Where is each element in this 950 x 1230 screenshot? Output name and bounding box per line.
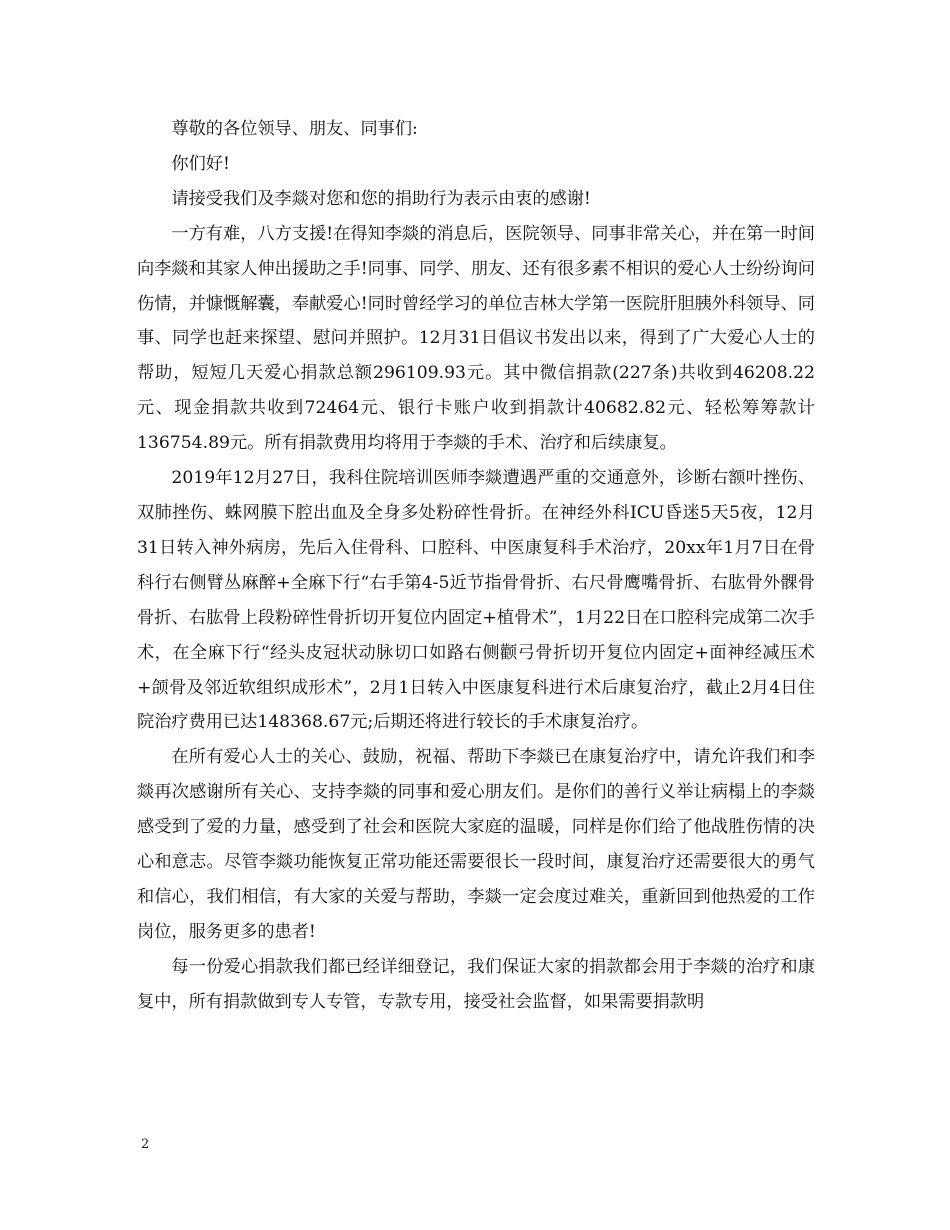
registration-paragraph: 每一份爱心捐款我们都已经详细登记，我们保证大家的捐款都会用于李燚的治疗和康复中，所有捐款做到专人专管，专款专用，接受社会监督，如果需要捐款明 [137, 956, 815, 1012]
page-number: 2 [141, 1137, 150, 1152]
greeting: 你们好! [171, 153, 230, 174]
document-body [137, 112, 815, 1020]
donation-summary-paragraph: 一方有难，八方支援!在得知李燚的消息后，医院领导、同事非常关心，并在第一时间向李燚和其家人伸出援助之手!同事、同学、朋友、还有很多素不相识的爱心人士纷纷询问伤情，并慷慨解囊，奉献爱心!同时曾经学习的单位吉林大学第一医院肝胆胰外科领导、同事、同学也赶来探望、慰问并照护。12月31日倡议书发出以来，得到了广大爱心人士的帮助，短短几天爱心捐款总额296109.93元。其中微信捐款(227条)共收到46208.22元、现金捐款共收到72464元、银行卡账户收到捐款计40682.82元、轻松筹筹款计136754.89元。所有捐款费用均将用于李燚的手术、治疗和后续康复。 [137, 223, 815, 454]
gratitude-paragraph: 在所有爱心人士的关心、鼓励，祝福、帮助下李燚已在康复治疗中，请允许我们和李燚再次感谢所有关心、支持李燚的同事和爱心朋友们。是你们的善行义举让病榻上的李燚感受到了爱的力量，感受到了社会和医院大家庭的温暖，同样是你们给了他战胜伤情的决心和意志。尽管李燚功能恢复正常功能还需要很长一段时间，康复治疗还需要很大的勇气和信心，我们相信，有大家的关爱与帮助，李燚一定会度过难关，重新回到他热爱的工作岗位，服务更多的患者! [137, 747, 815, 942]
thanks-paragraph: 请接受我们及李燚对您和您的捐助行为表示由衷的感谢! [171, 188, 591, 209]
incident-paragraph: 2019年12月27日，我科住院培训医师李燚遭遇严重的交通意外，诊断右额叶挫伤、双肺挫伤、蛛网膜下腔出血及全身多处粉碎性骨折。在神经外科ICU昏迷5天5夜，12月31日转入神外病房，先后入住骨科、口腔科、中医康复科手术治疗，20xx年1月7日在骨科行右侧臂丛麻醉+全麻下行“右手第4-5近节指骨骨折、右尺骨鹰嘴骨折、右肱骨外髁骨骨折、右肱骨上段粉碎性骨折切开复位内固定+植骨术”，1月22日在口腔科完成第二次手术，在全麻下行“经头皮冠状动脉切口如路右侧颧弓骨折切开复位内固定+面神经减压术+颌骨及邻近软组织成形术”，2月1日转入中医康复科进行术后康复治疗，截止2月4日住院治疗费用已达148368.67元;后期还将进行较长的手术康复治疗。 [137, 468, 815, 733]
salutation: 尊敬的各位领导、朋友、同事们: [171, 119, 418, 139]
